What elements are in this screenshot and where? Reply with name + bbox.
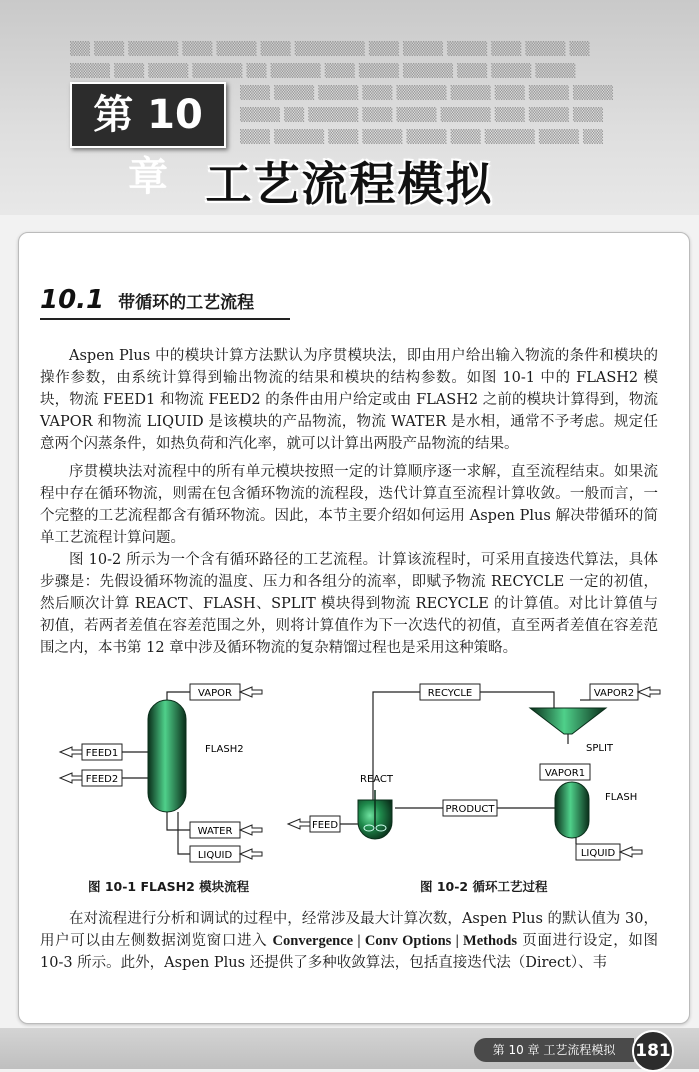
chapter-tag: 第 10 章 xyxy=(70,82,226,148)
split-funnel-icon xyxy=(530,708,606,734)
stream-water-label: WATER xyxy=(197,826,233,837)
paragraph-4 xyxy=(40,908,658,974)
paragraph-2: 序贯模块法对流程中的所有单元模块按照一定的计算顺序逐一求解，直至流程结束。如果流程中存在循环物流，则需在包含循环物流的流程段，迭代计算直至流程计算收敛。一般而言，一个完整的工艺流程都含有循环物流。因此，本节主要介绍如何运用 Aspen Plus 解决带循环的简单工艺流程计算问题。 xyxy=(40,464,658,546)
figure-1-diagram xyxy=(60,684,262,862)
block-split-label: SPLIT xyxy=(586,743,614,754)
arrow-icon xyxy=(240,687,262,697)
stream-liquid2-label: LIQUID xyxy=(580,848,616,859)
stream-vapor-label: VAPOR xyxy=(198,688,232,699)
stream-feed2-label: FEED2 xyxy=(85,774,119,785)
figure-1-caption: 图 10-1 FLASH2 模块流程 xyxy=(88,879,250,894)
arrow-icon xyxy=(240,849,262,859)
stream-feed-label: FEED xyxy=(311,820,339,831)
arrow-icon xyxy=(60,747,82,757)
background-texture: ▒▒▒ ▒▒▒▒▒ ▒▒▒ ▒▒▒▒ ▒▒▒▒ ▒▒▒ ▒▒▒▒▒ ▒▒▒▒ ▒▒ xyxy=(240,130,603,145)
paragraph-3: 图 10-2 所示为一个含有循环路径的工艺流程。计算该流程时，可采用直接迭代算法，具体步骤是：先假设循环物流的温度、压力和各组分的流率，即赋予物流 RECYCLE 一定的初值，然后顺次计算 REACT、FLASH、SPLIT 模块得到物流 RECYCLE 的计算值。对比计算值与初值，若两者差值在容差范围之外，则将计算值作为下一次迭代的初值，直至两者差值在容差范围之内，本书第 12 章中涉及循环物流的复杂精馏过程也是采用这种策略。 xyxy=(40,552,658,656)
block-flash2-label: FLASH2 xyxy=(205,744,244,755)
stream-product-label: PRODUCT xyxy=(445,804,495,815)
paragraph-1: Aspen Plus 中的模块计算方法默认为序贯模块法，即由用户给出输入物流的条件和模块的操作参数，由系统计算得到输出物流的结果和模块的结构参数。如图 10-1 中的 FLASH2 模块，物流 FEED1 和物流 FEED2 的条件由用户给定或由 FLASH2 之前的模块计算得到，物流 VAPOR 和物流 LIQUID 是该模块的产品物流，物流 WATER 是水相，通常不予考虑。规定任意两个闪蒸条件，如热负荷和汽化率，就可以计算出两股产品物流的结果。 xyxy=(40,348,658,452)
section-underline xyxy=(40,318,290,320)
block-react-label: REACT xyxy=(360,774,394,785)
arrow-icon xyxy=(60,773,82,783)
stream-vapor1-label: VAPOR1 xyxy=(544,768,586,779)
figure-2-caption: 图 10-2 循环工艺过程 xyxy=(420,879,548,894)
chapter-banner xyxy=(0,0,699,215)
paragraph-4-text-end: 页面进行设定，如图 10-3 所示。此外，Aspen Plus 还提供了多种收敛算法，包括直接迭代法（Direct）、韦 xyxy=(40,933,658,971)
background-texture: ▒▒▒▒ ▒▒ ▒▒▒▒▒ ▒▒▒ ▒▒▒▒ ▒▒▒▒▒ ▒▒▒ ▒▒▒▒ ▒▒▒ xyxy=(240,108,603,123)
stream-feed1-label: FEED1 xyxy=(85,748,119,759)
section-title: 带循环的工艺流程 xyxy=(118,293,255,313)
process-figures xyxy=(0,672,699,872)
arrow-icon xyxy=(288,819,310,829)
background-texture: ▒▒▒ ▒▒▒▒ ▒▒▒▒ ▒▒▒ ▒▒▒▒▒ ▒▒▒▒ ▒▒▒ ▒▒▒▒ ▒▒▒▒ xyxy=(240,86,613,101)
background-texture: ▒▒▒▒ ▒▒▒ ▒▒▒▒ ▒▒▒▒▒ ▒▒ ▒▒▒▒▒ ▒▒▒ ▒▒▒▒ ▒▒▒▒▒ ▒▒▒ ▒▒▒▒ ▒▒▒▒ xyxy=(70,64,576,79)
stream-vapor2-label: VAPOR2 xyxy=(593,688,635,699)
arrow-icon xyxy=(240,825,262,835)
stream-recycle-label: RECYCLE xyxy=(427,688,473,699)
section-heading xyxy=(40,285,254,315)
stream-liquid-label: LIQUID xyxy=(197,850,233,861)
page-number: 181 xyxy=(632,1030,674,1072)
arrow-icon xyxy=(620,847,642,857)
section-number: 10.1 xyxy=(40,285,105,315)
footer-chapter-tag: 第 10 章 工艺流程模拟 xyxy=(474,1038,634,1062)
figure-2-diagram xyxy=(288,684,660,860)
flash2-vessel-icon xyxy=(148,700,186,812)
paragraph-4-text: 在对流程进行分析和调试的过程中，经常涉及最大计算次数，Aspen Plus 的默认值为 30，用户可以由左侧数据浏览窗口进入 xyxy=(40,911,658,949)
background-texture: ▒▒ ▒▒▒ ▒▒▒▒▒ ▒▒▒ ▒▒▒▒ ▒▒▒ ▒▒▒▒▒▒▒ ▒▒▒ ▒▒▒▒ ▒▒▒▒ ▒▒▒ ▒▒▒▒ ▒▒ xyxy=(70,42,590,57)
convergence-path-text: Convergence | Conv Options | Methods xyxy=(272,933,518,949)
flash-vessel-icon xyxy=(555,782,589,838)
arrow-icon xyxy=(638,687,660,697)
chapter-title: 工艺流程模拟 xyxy=(205,157,494,211)
block-flash-label: FLASH xyxy=(605,792,638,803)
